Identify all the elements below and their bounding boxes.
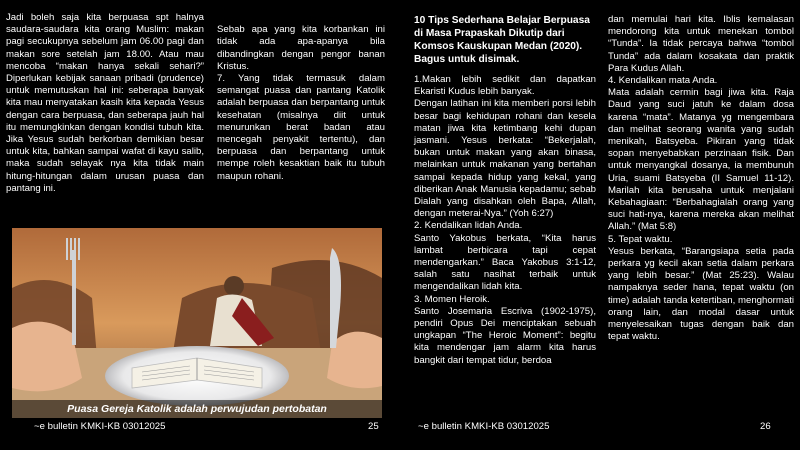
- left-column-1: [6, 12, 204, 195]
- right-column-1: [414, 14, 596, 367]
- article-title: 10 Tips Sederhana Belajar Berpuasa di Masa Prapaskah Dikutip dari Komsos Kauskupan Medan (2020). Bagus untuk disimak.: [414, 15, 590, 65]
- footer-label-left: ~e bulletin KMKI-KB 03012025: [34, 421, 166, 432]
- fasting-illustration: [12, 228, 382, 418]
- paragraph-fasting-guidance: Jadi boleh saja kita berpuasa spt halnya saudara-saudara kita orang Muslim: makan pagi secukupnya sebelum jam 06.00 pagi dan makan sore setelah jam 18.00. Atau mau mencoba “makan hanya sekali sehari?” Diperlukan kebijak sanaan pribadi (prudence) untuk memutuskan hal ini: seberapa banyak kita mau menyatakan kasih kita kepada Yesus dengan cara berpuasa, dan seberapa jauh hal itu memungkinkan dengan kondisi tubuh kita. Jika Yesus sudah berkorban demikian besar untuk kita, bahkan sampai wafat di kayu salib, maka sudah selayak nya kita tidak main hitung-hitungan dalam urusan puasa dan pantang ini.: [6, 12, 204, 194]
- image-caption: Puasa Gereja Katolik adalah perwujudan pertobatan: [12, 400, 382, 418]
- tips-1-to-3: 1.Makan lebih sedikit dan dapatkan Ekaristi Kudus lebih banyak. Dengan latihan ini kita memberi porsi lebih besar bagi kehidupan rohani dan kesela matan jiwa kita ketimbang kehi dupan jasmani. Yesus berkata: “Bekerjalah, bukan untuk makan yang akan binasa, melainkan untuk makanan yang bertahan sampai kepada hidup yang kekal, yang diberikan Anak Manusia kepadamu; sebab Dialah yang disahkan oleh Bapa, Allah, dengan meterai-Nya.” (Yoh 6:27) 2. Kendalikan lidah Anda. Santo Yakobus berkata, “Kita harus lambat berbicara tapi cepat mendengarkan.” Baca Yakobus 3:1-12, salah satu nasihat terbaik untuk mengendalikan lidah kita. 3. Momen Heroik. Santo Josemaria Escriva (1902-1975), pendiri Opus Dei menciptakan sebuah ungkapan “The Heroic Moment”: begitu kita mendengar jam alarm kita harus bangkit dari tempat tidur, berdoa: [414, 74, 596, 366]
- tips-4-to-5: dan memulai hari kita. Iblis kemalasan mendorong kita untuk menekan tombol “Tunda”. Ia tidak percaya bahwa “tombol Tunda” ada dalam kosakata dan praktik Para Kudus Allah. 4. Kendalikan mata Anda. Mata adalah cermin bagi jiwa kita. Raja Daud yang suci jatuh ke dalam dosa karena “mata”. Matanya yg mengembara dan melihat seorang wanita yang sudah menikah, Batsyeba. Pikiran yang tidak sopan menyebabkan perzinaan fisik. Dan untuk menyangkal dosanya, ia membunuh Uria, suami Batsyeba (II Samuel 11-12). Marilah kita berusaha untuk menjalani Kebahagiaan: “Berbahagialah orang yang suci hati-nya, karena mereka akan melihat Allah.” (Mat 5:8) 5. Tepat waktu. Yesus berkata, “Barangsiapa setia pada perkara yg kecil akan setia dalam perkara yang lebih besar.” (Mat 25:23). Walau nampaknya seder hana, tepat waktu (on time) adalah tanda ketertiban, menghormati orang lain, dan modal dasar untuk menyelesaikan tugas dengan baik dan tepat waktu.: [608, 14, 794, 343]
- footer-label-right: ~e bulletin KMKI-KB 03012025: [418, 421, 550, 432]
- right-column-2: [608, 14, 794, 343]
- page-number-right: 26: [760, 421, 771, 432]
- page-number-left: 25: [368, 421, 379, 432]
- paragraph-point-7: Sebab apa yang kita korbankan ini tidak ada apa-apanya bila dibandingkan dengan pengor banan Kristus. 7. Yang tidak termasuk dalam semangat puasa dan pantang Katolik adalah berpuasa dan berpantang untuk kesehatan (misalnya diit untuk menurunkan berat badan atau mencegah penyakit tertentu), dan berpuasa dan berpantang untuk mempe roleh kesaktian baik itu tubuh maupun rohani.: [217, 24, 385, 182]
- left-column-2: [217, 12, 385, 195]
